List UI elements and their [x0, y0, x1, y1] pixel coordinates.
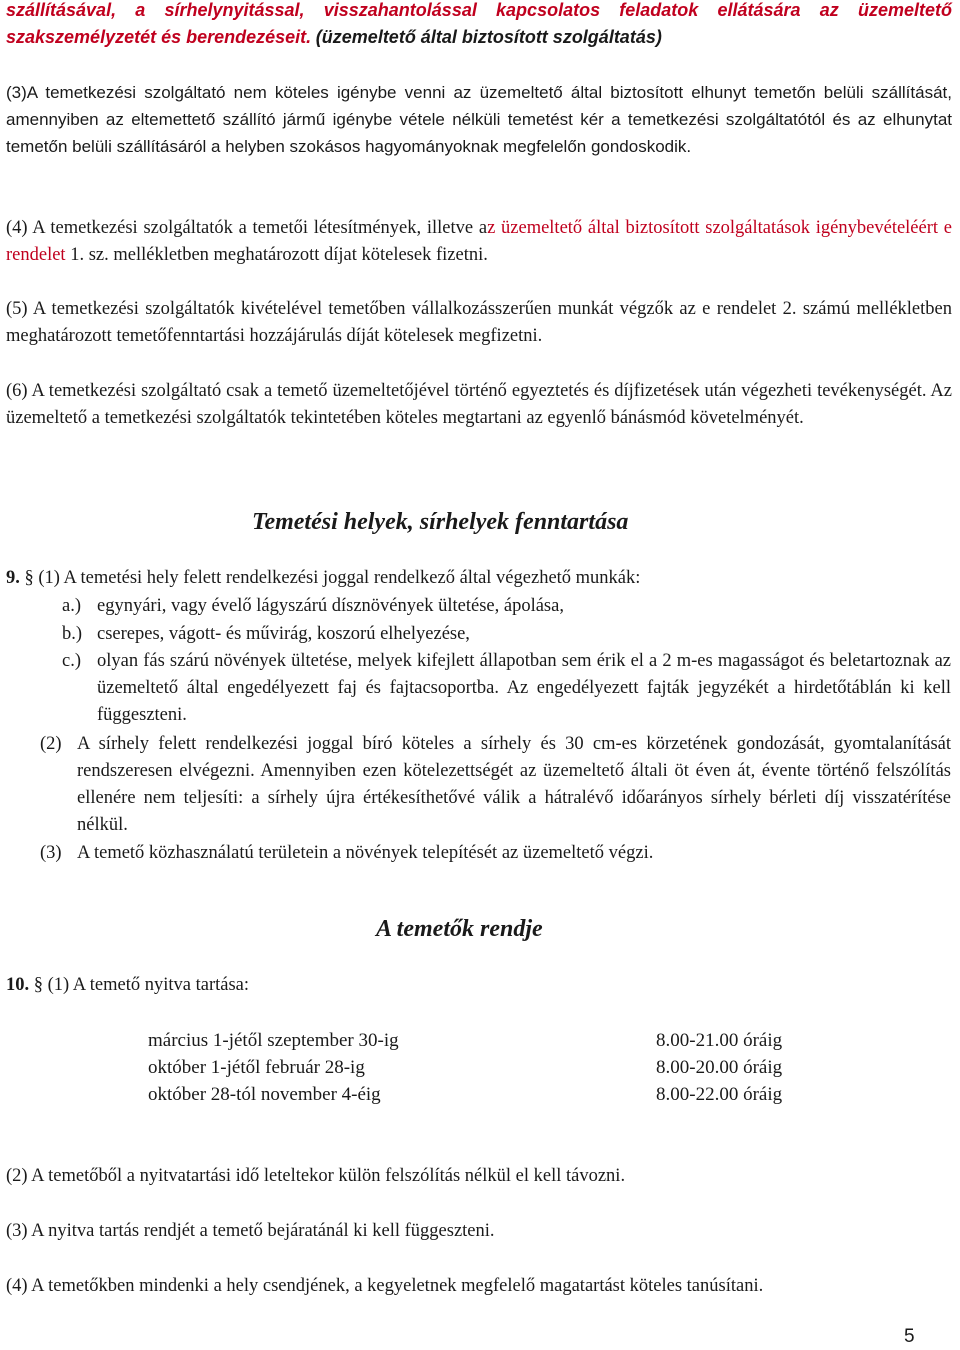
hours-period-3: október 28-tól november 4-éig	[148, 1084, 381, 1105]
paragraph-4-red-text: z üzemeltető által biztosított szolgáltatások igénybevételéért e rendelet	[6, 218, 952, 265]
top-red-text: szállításával, a sírhelynyitással, visszahantolással kapcsolatos feladatok ellátására az üzemeltető szakszemélyzetét és berendezéseit.	[6, 0, 952, 47]
list-item-b-text: cserepes, vágott- és művirág, koszorú elhelyezése,	[97, 624, 470, 644]
section-10-p3: (3) A nyitva tartás rendjét a temető bejáratánál ki kell függeszteni.	[6, 1221, 495, 1241]
section-9-intro	[6, 565, 640, 592]
section-9-intro-text: § (1) A temetési hely felett rendelkezési joggal rendelkező által végezhető munkák:	[19, 568, 641, 588]
hours-time-1: 8.00-21.00 óráig	[656, 1030, 783, 1051]
top-continuation	[6, 0, 952, 51]
section-9-p2-label: (2)	[40, 734, 62, 754]
list-item-a-text: egynyári, vagy évelő lágyszárú dísznövények ültetése, ápolása,	[97, 596, 564, 616]
hours-time-2: 8.00-20.00 óráig	[656, 1057, 783, 1078]
list-item-a-label: a.)	[62, 596, 81, 616]
paragraph-4-text-b: 1. sz. mellékletben meghatározott díjat kötelesek fizetni.	[65, 245, 488, 265]
section-heading-grave-maintenance: Temetési helyek, sírhelyek fenntartása	[252, 509, 629, 535]
section-9-p3-text: A temető közhasználatú területein a növények telepítését az üzemeltető végzi.	[77, 843, 654, 863]
page-number: 5	[904, 1326, 915, 1347]
paragraph-4	[6, 215, 952, 269]
section-9-number: 9.	[6, 568, 20, 588]
section-10-intro-text: § (1) A temető nyitva tartása:	[29, 975, 250, 995]
section-9-p2-text: A sírhely felett rendelkezési joggal bíró köteles a sírhely és 30 cm-es körzetének gondozását, gyomtalanítását rendszeresen elvégezni. Amennyiben ezen kötelezettségét az üzemeltető általi öt éven át, évente történő felszólítás ellenére nem teljesíti: a sírhely újra értékesíthetővé válik a hátralévő időarányos sírhely bérleti díj visszatérítése nélkül.	[77, 734, 951, 835]
list-item-c-text: olyan fás szárú növények ültetése, melyek kifejlett állapotban sem érik el a 2 m-es magasságot és beletartoznak az üzemeltető által engedélyezett faj és fajtacsoportba. Az engedélyezett fajták jegyzékét a hirdetőtáblán ki kell függeszteni.	[97, 651, 951, 725]
paragraph-6: (6) A temetkezési szolgáltató csak a temető üzemeltetőjével történő egyeztetés és díjfizetések után végezheti tevékenységét. Az üzemeltető a temetkezési szolgáltatók tekintetében köteles megtartani az egyenlő bánásmód követelményét.	[6, 381, 952, 428]
list-item-b-label: b.)	[62, 624, 83, 644]
section-10-p2: (2) A temetőből a nyitvatartási idő leteltekor külön felszólítás nélkül el kell távozni.	[6, 1166, 626, 1186]
section-10-number: 10.	[6, 975, 30, 995]
paragraph-3: (3)A temetkezési szolgáltató nem köteles igénybe venni az üzemeltető által biztosított elhunyt temetőn belüli szállítását, amennyiben az eltemettető szállító jármű igénybe vétele nélküli temetést kér a temetkezési szolgáltatótól és az elhunytat temetőn belüli szállításáról a helyben szokásos hagyományoknak megfelelőn gondoskodik.	[6, 83, 952, 156]
paragraph-5: (5) A temetkezési szolgáltatók kivételével temetőben vállalkozásszerűen munkát végzők az e rendelet 2. számú mellékletben meghatározott temetőfenntartási hozzájárulás díját kötelesek megfizetni.	[6, 299, 952, 346]
hours-time-3: 8.00-22.00 óráig	[656, 1084, 783, 1105]
section-9-p3-label: (3)	[40, 843, 62, 863]
hours-period-2: október 1-jétől február 28-ig	[148, 1057, 365, 1078]
section-10-intro	[6, 972, 249, 999]
section-10-p4: (4) A temetőkben mindenki a hely csendjének, a kegyeletnek megfelelő magatartást köteles tanúsítani.	[6, 1276, 764, 1296]
list-item-c-label: c.)	[62, 651, 81, 671]
top-black-text: (üzemeltető által biztosított szolgáltatás)	[315, 27, 662, 47]
hours-period-1: március 1-jétől szeptember 30-ig	[148, 1030, 399, 1051]
section-heading-cemetery-rules: A temetők rendje	[376, 916, 543, 942]
paragraph-4-text-a: (4) A temetkezési szolgáltatók a temetői létesítmények, illetve a	[6, 218, 488, 238]
